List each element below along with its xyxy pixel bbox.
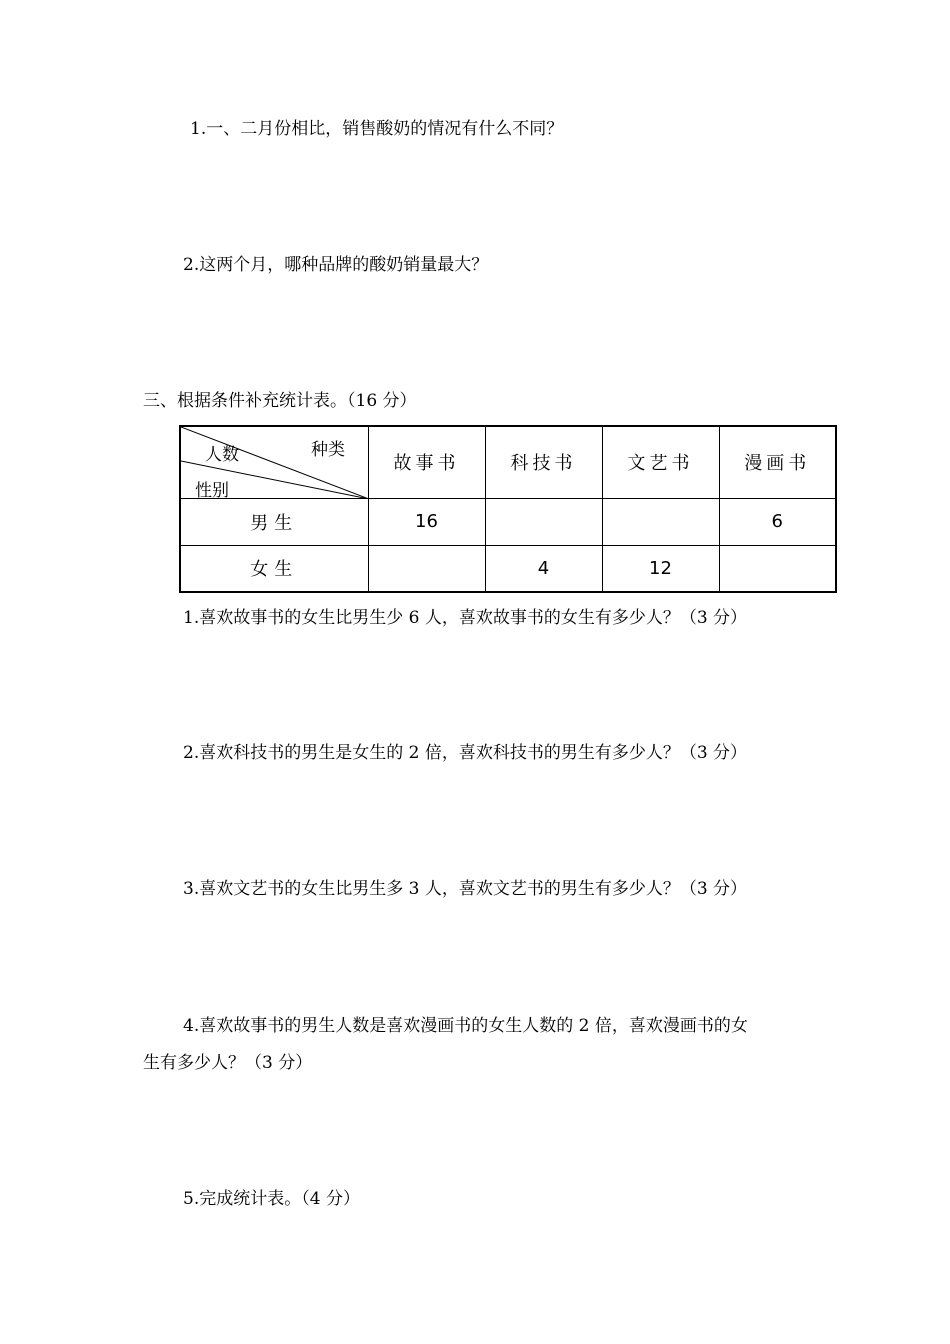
- row-label-boys: 男生: [180, 498, 368, 545]
- corner-count-label: 人数: [205, 445, 239, 465]
- section-title: 三、根据条件补充统计表。（16 分）: [143, 391, 417, 411]
- question-literature-boys: 3.喜欢文艺书的女生比男生多 3 人，喜欢文艺书的男生有多少人？（3 分）: [183, 879, 748, 899]
- category-literature-books: 文艺书: [602, 426, 719, 498]
- cell-boys-comic: 6: [719, 498, 836, 545]
- question-comic-girls-line1: 4.喜欢故事书的男生人数是喜欢漫画书的女生人数的 2 倍，喜欢漫画书的女: [183, 1016, 748, 1036]
- question-story-girls: 1.喜欢故事书的女生比男生少 6 人，喜欢故事书的女生有多少人？（3 分）: [183, 608, 748, 628]
- question-comic-girls-line2: 生有多少人？（3 分）: [143, 1053, 313, 1073]
- cell-girls-literature: 12: [602, 545, 719, 592]
- table-row-girls: [180, 545, 836, 592]
- corner-gender-label: 性别: [195, 481, 229, 501]
- cell-girls-comic: [719, 545, 836, 592]
- statistics-table: [179, 425, 837, 593]
- cell-girls-story: [368, 545, 485, 592]
- category-story-books: 故事书: [368, 426, 485, 498]
- corner-kind-label: 种类: [311, 440, 345, 460]
- table-row-boys: [180, 498, 836, 545]
- cell-boys-science: [485, 498, 602, 545]
- row-label-girls: 女生: [180, 545, 368, 592]
- table-header-row: [180, 426, 836, 498]
- cell-boys-story: 16: [368, 498, 485, 545]
- cell-girls-science: 4: [485, 545, 602, 592]
- table-corner-cell: [180, 426, 368, 501]
- question-yogurt-comparison: 1.一、二月份相比，销售酸奶的情况有什么不同？: [190, 119, 564, 139]
- question-complete-table: 5.完成统计表。（4 分）: [183, 1189, 360, 1209]
- question-science-boys: 2.喜欢科技书的男生是女生的 2 倍，喜欢科技书的男生有多少人？（3 分）: [183, 743, 748, 763]
- category-comic-books: 漫画书: [719, 426, 836, 498]
- cell-boys-literature: [602, 498, 719, 545]
- category-science-books: 科技书: [485, 426, 602, 498]
- question-yogurt-best-brand: 2.这两个月，哪种品牌的酸奶销量最大？: [183, 255, 489, 275]
